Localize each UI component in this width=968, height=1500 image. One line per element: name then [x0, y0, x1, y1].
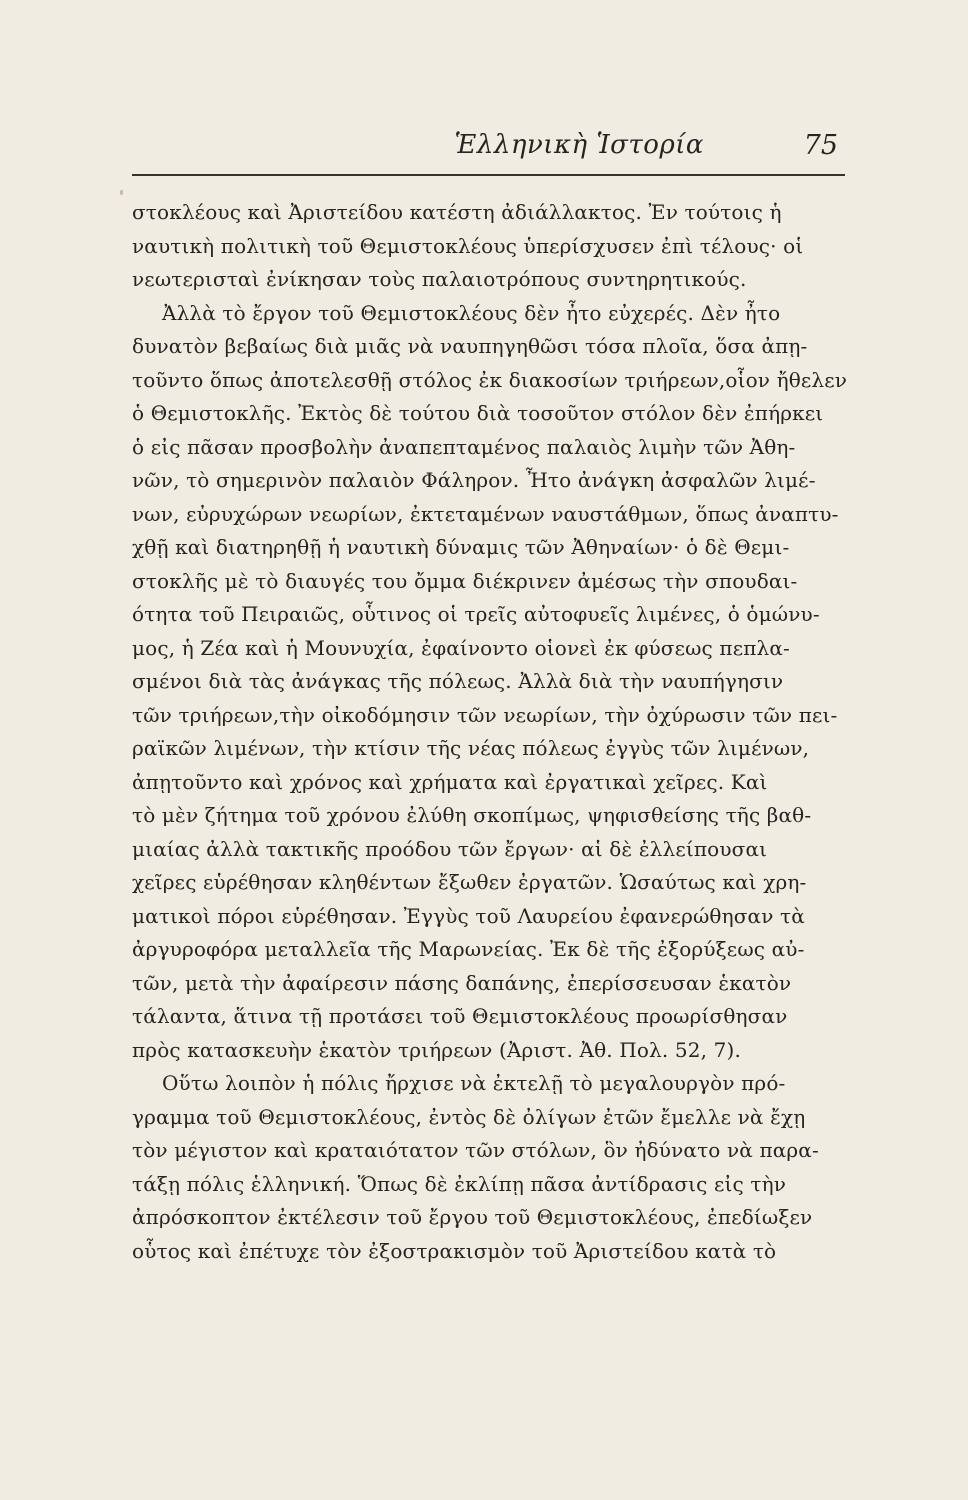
text-line: νων, εὐρυχώρων νεωρίων, ἐκτεταμένων ναυστάθμων, ὅπως ἀναπτυ- [132, 501, 839, 526]
text-line: τοῦντο ὅπως ἀποτελεσθῇ στόλος ἐκ διακοσίων τριήρεων,οἷον ἤθελεν [132, 367, 848, 392]
header-rule [132, 174, 845, 176]
running-title: Ἑλληνικὴ Ἱστορία [454, 130, 704, 160]
text-line: τὸ μὲν ζήτημα τοῦ χρόνου ἐλύθη σκοπίμως, ψηφισθείσης τῆς βαθ- [132, 803, 812, 827]
running-head [132, 128, 844, 170]
text-line: οὗτος καὶ ἐπέτυχε τὸν ἐξοστρακισμὸν τοῦ Ἀριστείδου κατὰ τὸ [132, 1238, 777, 1263]
page-number: 75 [803, 130, 838, 161]
body-text [132, 196, 854, 1268]
text-line: τὸν μέγιστον καὶ κραταιότατον τῶν στόλων, ὃν ἠδύνατο νὰ παρα- [132, 1138, 819, 1162]
text-line: ραϊκῶν λιμένων, τὴν κτίσιν τῆς νέας πόλεως ἐγγὺς τῶν λιμένων, [132, 736, 810, 760]
text-line: πρὸς κατασκευὴν ἑκατὸν τριήρεων (Ἀριστ. Ἀθ. Πολ. 52, 7). [132, 1037, 741, 1062]
text-line: ἀπρόσκοπτον ἐκτέλεσιν τοῦ ἔργου τοῦ Θεμιστοκλέους, ἐπεδίωξεν [132, 1205, 813, 1229]
text-line: μιαίας ἀλλὰ τακτικῆς προόδου τῶν ἔργων· αἱ δὲ ἐλλείπουσαι [132, 836, 768, 861]
text-line: Ἀλλὰ τὸ ἔργον τοῦ Θεμιστοκλέους δὲν ἦτο εὐχερές. Δὲν ἦτο [162, 300, 781, 325]
paper-speck [120, 190, 123, 195]
text-line: χεῖρες εὑρέθησαν κληθέντων ἔξωθεν ἐργατῶν. Ὡσαύτως καὶ χρη- [132, 870, 807, 894]
text-line: νῶν, τὸ σημερινὸν παλαιὸν Φάληρον. Ἦτο ἀνάγκη ἀσφαλῶν λιμέ- [132, 468, 816, 492]
text-line: ἀπῃτοῦντο καὶ χρόνος καὶ χρήματα καὶ ἐργατικαὶ χεῖρες. Καὶ [132, 769, 768, 794]
text-line: τάλαντα, ἅτινα τῇ προτάσει τοῦ Θεμιστοκλέους προωρίσθησαν [132, 1004, 788, 1028]
text-line: δυνατὸν βεβαίως διὰ μιᾶς νὰ ναυπηγηθῶσι τόσα πλοῖα, ὅσα ἀπῃ- [132, 334, 808, 358]
text-line: Οὕτω λοιπὸν ἡ πόλις ἤρχισε νὰ ἐκτελῇ τὸ μεγαλουργὸν πρό- [162, 1071, 786, 1095]
text-line: χθῇ καὶ διατηρηθῇ ἡ ναυτικὴ δύναμις τῶν Ἀθηναίων· ὁ δὲ Θεμι- [132, 535, 790, 559]
text-line: τῶν τριήρεων,τὴν οἰκοδόμησιν τῶν νεωρίων, τὴν ὀχύρωσιν τῶν πει- [132, 702, 838, 727]
text-line: ότητα τοῦ Πειραιῶς, οὗτινος οἱ τρεῖς αὐτοφυεῖς λιμένες, ὁ ὁμώνυ- [132, 602, 820, 626]
text-line: ματικοὶ πόροι εὑρέθησαν. Ἐγγὺς τοῦ Λαυρείου ἐφανερώθησαν τὰ [132, 903, 805, 928]
text-line: γραμμα τοῦ Θεμιστοκλέους, ἐντὸς δὲ ὀλίγων ἐτῶν ἔμελλε νὰ ἔχῃ [132, 1104, 806, 1129]
text-line: ναυτικὴ πολιτικὴ τοῦ Θεμιστοκλέους ὑπερίσχυσεν ἐπὶ τέλους· οἱ [132, 233, 804, 258]
text-line: νεωτερισταὶ ἐνίκησαν τοὺς παλαιοτρόπους συντηρητικούς. [132, 267, 747, 291]
text-line: ὁ Θεμιστοκλῆς. Ἐκτὸς δὲ τούτου διὰ τοσοῦτον στόλον δὲν ἐπήρκει [132, 401, 824, 425]
text-line: ὁ εἰς πᾶσαν προσβολὴν ἀναπεπταμένος παλαιὸς λιμὴν τῶν Ἀθη- [132, 434, 796, 459]
text-line: τάξῃ πόλις ἑλληνική. Ὅπως δὲ ἐκλίπῃ πᾶσα ἀντίδρασις εἰς τὴν [132, 1171, 787, 1196]
text-line: τῶν, μετὰ τὴν ἀφαίρεσιν πάσης δαπάνης, ἐπερίσσευσαν ἑκατὸν [132, 970, 792, 995]
text-line: ἀργυροφόρα μεταλλεῖα τῆς Μαρωνείας. Ἐκ δὲ τῆς ἐξορύξεως αὐ- [132, 937, 805, 961]
text-line: σμένοι διὰ τὰς ἀνάγκας τῆς πόλεως. Ἀλλὰ διὰ τὴν ναυπήγησιν [132, 669, 784, 693]
text-line: μος, ἡ Ζέα καὶ ἡ Μουνυχία, ἐφαίνοντο οἱονεὶ ἐκ φύσεως πεπλα- [132, 635, 790, 660]
text-line: στοκλέους καὶ Ἀριστείδου κατέστη ἀδιάλλακτος. Ἐν τούτοις ἡ [132, 200, 782, 224]
text-line: στοκλῆς μὲ τὸ διαυγές του ὄμμα διέκρινεν ἀμέσως τὴν σπουδαι- [132, 568, 798, 593]
